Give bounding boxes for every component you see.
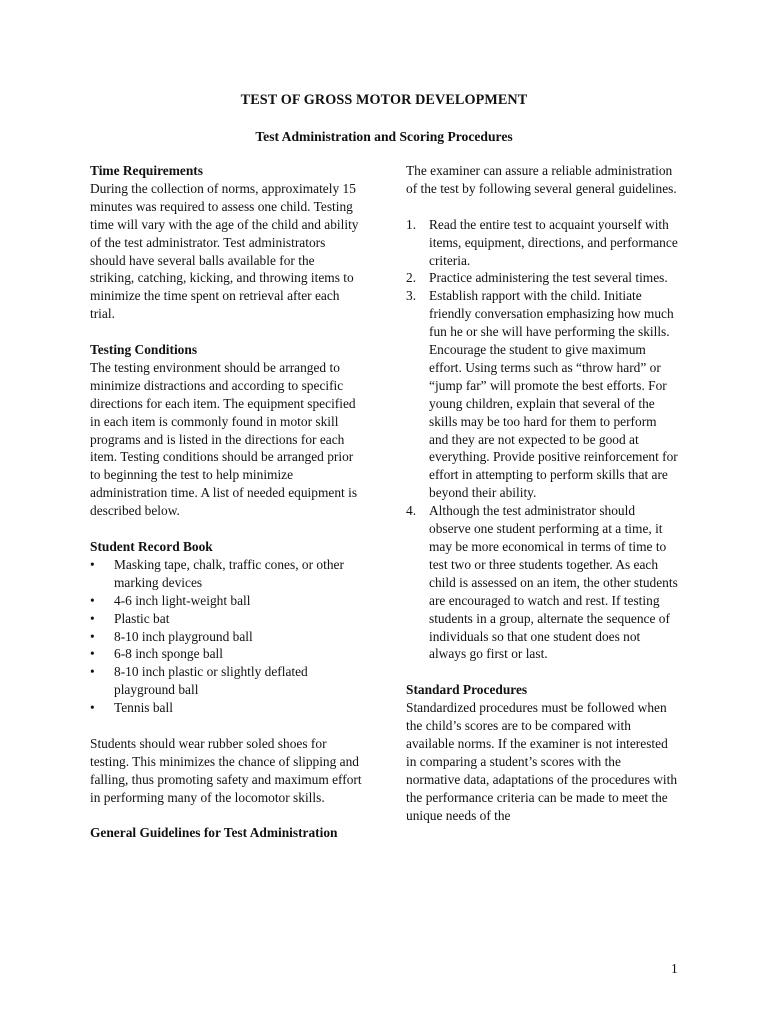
- bullet-icon: •: [90, 592, 95, 608]
- list-item-text: Establish rapport with the child. Initiate friendly conversation emphasizing how much fun he or she will have performing the skills. Encourage the student to give maximum effort. Using terms such as “throw hard” or “jump far” will promote the best efforts. For young children, explain that several of the skills may be too hard for them to perform and they are not expected to be good at everything. Provide positive reinforcement for effort in attempting to perform skills that are beyond their ability.: [429, 288, 678, 501]
- list-item-text: Although the test administrator should observe one student performing at a time, it may be more economical in terms of time to test two or three students together. As each child is assessed on an item, the other students are encouraged to watch and rest. If testing students in a group, alternate the sequence of individuals so that one student does not always go first or last.: [429, 503, 678, 662]
- list-item-number: 4.: [406, 503, 417, 519]
- section-paragraph: Students should wear rubber soled shoes for testing. This minimizes the chance of slipping and falling, thus promoting safety and maximum effort in performing many of the locomotor skills.: [90, 735, 362, 805]
- section-general-guidelines: [90, 824, 362, 842]
- section-heading: Student Record Book: [90, 539, 213, 554]
- list-item-text: Read the entire test to acquaint yourself with items, equipment, directions, and performance criteria.: [429, 216, 678, 268]
- bullet-icon: •: [90, 664, 95, 680]
- list-item-text: Tennis ball: [114, 700, 173, 716]
- list-item-text: 6-8 inch sponge ball: [114, 646, 223, 662]
- list-item-text: Plastic bat: [114, 610, 170, 626]
- section-heading: Standard Procedures: [406, 682, 528, 698]
- list-item-text: 4-6 inch light-weight ball: [114, 592, 251, 608]
- left-column: [90, 162, 362, 860]
- section-time-requirements: [90, 162, 362, 323]
- section-guidelines-intro: [406, 162, 678, 198]
- list-item: [90, 628, 362, 646]
- bullet-icon: •: [90, 610, 95, 626]
- section-student-record-book: [90, 538, 362, 717]
- section-heading: Testing Conditions: [90, 342, 198, 358]
- list-item: [90, 610, 362, 628]
- list-item: [90, 556, 362, 592]
- bullet-icon: •: [90, 628, 95, 644]
- section-paragraph: During the collection of norms, approximately 15 minutes was required to assess one child. Testing time will vary with the age of the child and ability of the test administrator. Test administrators should have several balls available for the striking, catching, kicking, and throwing items to minimize the time spent on retrieval after each trial.: [90, 180, 359, 322]
- list-item: [406, 502, 678, 663]
- bullet-icon: •: [90, 556, 95, 572]
- section-paragraph: Standardized procedures must be followed when the child’s scores are to be compared with available norms. If the examiner is not interested in comparing a student’s scores with the normative data, adaptations of the procedures with the performance criteria can be made to meet the unique needs of the: [406, 700, 678, 823]
- equipment-list: [90, 556, 362, 717]
- list-item: [406, 216, 678, 270]
- section-heading: Time Requirements: [90, 163, 203, 178]
- document-subtitle: Test Administration and Scoring Procedures: [255, 129, 513, 144]
- list-item: [90, 592, 362, 610]
- section-testing-conditions: [90, 341, 362, 520]
- section-guidelines-list: [406, 216, 678, 664]
- page-number: 1: [671, 961, 678, 976]
- document-title: TEST OF GROSS MOTOR DEVELOPMENT: [240, 92, 528, 108]
- list-item-text: 8-10 inch playground ball: [114, 628, 253, 644]
- section-paragraph: The examiner can assure a reliable administration of the test by following several general guidelines.: [406, 163, 677, 196]
- section-shoes-note: [90, 735, 362, 807]
- list-item: [406, 287, 678, 502]
- list-item: [90, 699, 362, 717]
- bullet-icon: •: [90, 700, 95, 716]
- section-standard-procedures: [406, 681, 678, 824]
- list-item: [406, 269, 678, 287]
- section-paragraph: The testing environment should be arranged to minimize distractions and according to specific directions for each item. The equipment specified in each item is commonly found in motor skill programs and is listed in the directions for each item. Testing conditions should be arranged prior to beginning the test to help minimize administration time. A list of needed equipment is described below.: [90, 359, 358, 519]
- list-item-number: 3.: [406, 288, 417, 304]
- right-column: [406, 162, 678, 842]
- bullet-icon: •: [90, 646, 95, 662]
- list-item-text: Masking tape, chalk, traffic cones, or other marking devices: [114, 556, 344, 590]
- list-item: [90, 663, 362, 699]
- section-heading: General Guidelines for Test Administration: [90, 825, 338, 841]
- list-item-number: 1.: [406, 216, 417, 232]
- list-item-number: 2.: [406, 270, 417, 286]
- guidelines-list: [406, 216, 678, 664]
- list-item-text: Practice administering the test several times.: [429, 270, 668, 286]
- list-item: [90, 645, 362, 663]
- list-item-text: 8-10 inch plastic or slightly deflated playground ball: [114, 664, 308, 698]
